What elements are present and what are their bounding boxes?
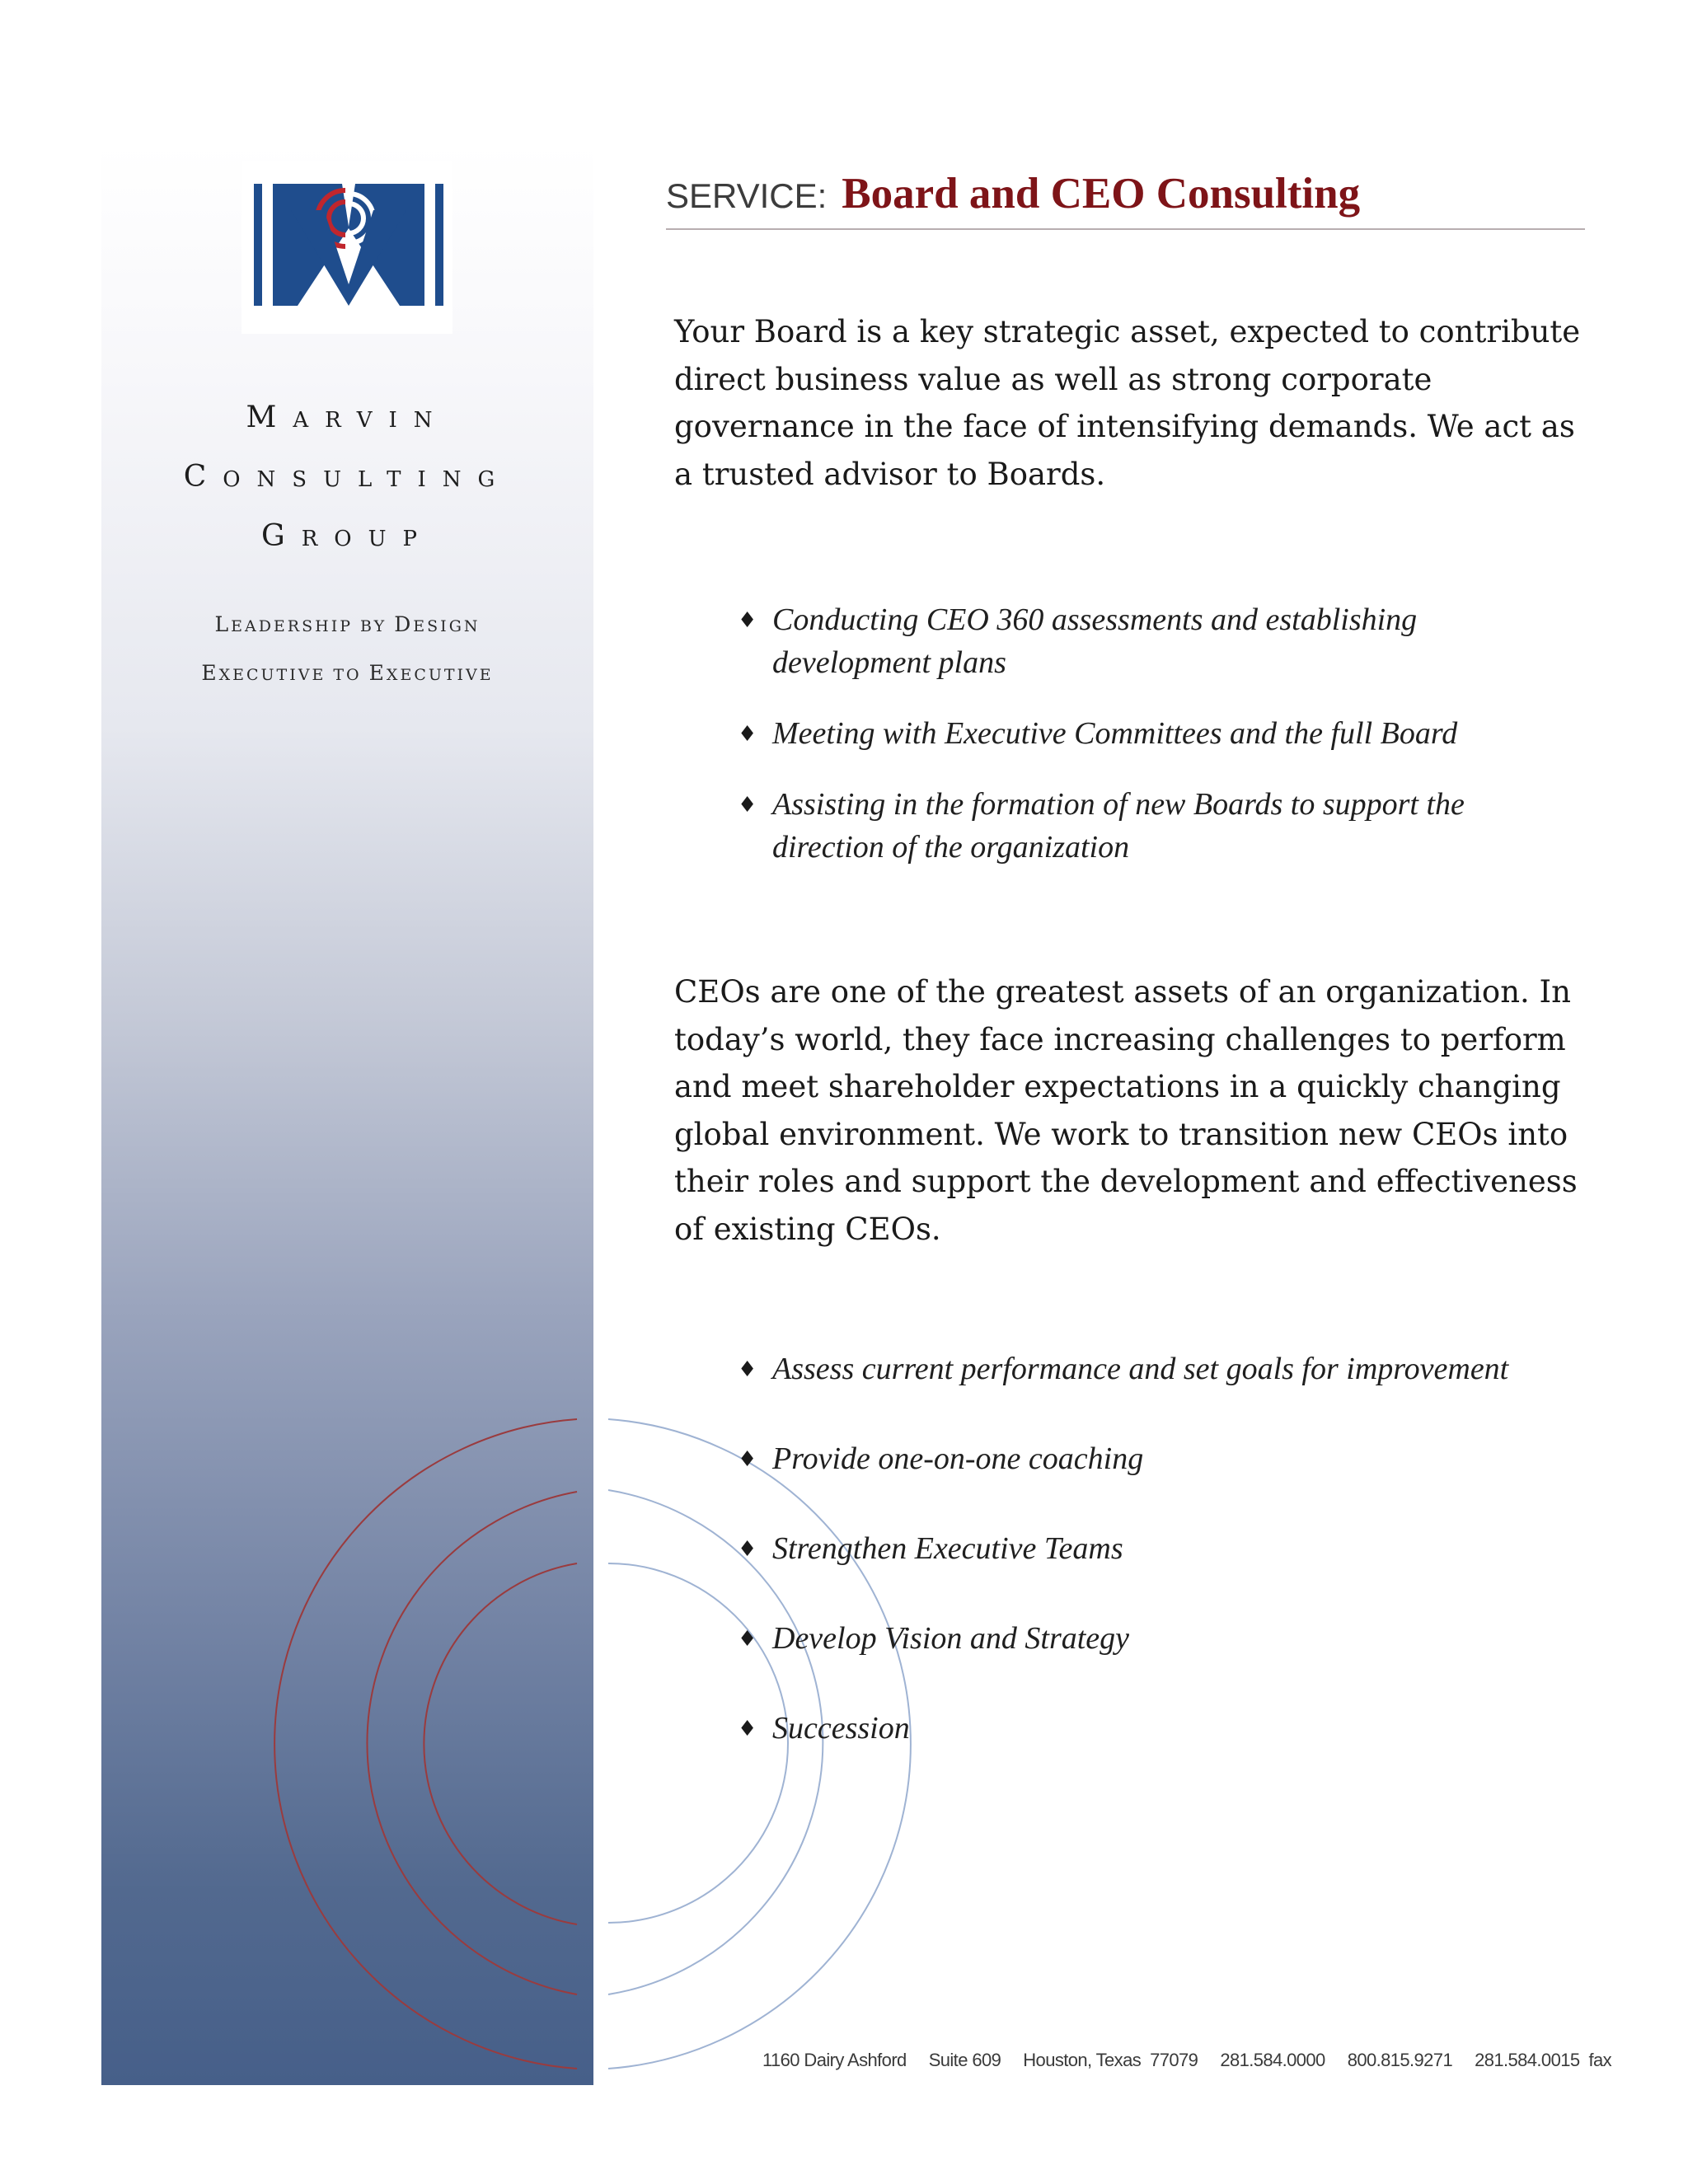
ceo-paragraph: CEOs are one of the greatest assets of an organization. In today’s world, they face increasing challenges to perform and meet shareholder expectations in a quickly changing global environment. We work to transition new CEOs into their roles and support the development and effectiveness of existing CEOs. bbox=[674, 974, 1578, 1247]
footer-phone: 281.584.0000 bbox=[1220, 2050, 1325, 2070]
diamond-bullet-icon: ♦ bbox=[738, 1717, 757, 1741]
list-item: ♦ Conducting CEO 360 assessments and establishing development plans bbox=[738, 598, 1578, 684]
red-arc-outer bbox=[274, 1419, 577, 2069]
red-arc-inner bbox=[424, 1563, 577, 1924]
diamond-bullet-icon: ♦ bbox=[738, 1537, 757, 1562]
diamond-bullet-icon: ♦ bbox=[738, 1447, 757, 1472]
red-arc-middle bbox=[367, 1492, 577, 1994]
footer-fax: 281.584.0015 fax bbox=[1475, 2050, 1612, 2070]
list-item: ♦ Assisting in the formation of new Boards to support the direction of the organization bbox=[738, 783, 1578, 869]
service-label: SERVICE: bbox=[666, 176, 828, 215]
brand-name-line-3: GROUP bbox=[260, 519, 434, 553]
brand-name-line-2: CONSULTING bbox=[183, 460, 512, 494]
list-item: ♦ Develop Vision and Strategy bbox=[738, 1615, 1603, 1661]
footer-contact bbox=[762, 2050, 1612, 2071]
diamond-bullet-icon: ♦ bbox=[738, 793, 757, 818]
footer-city: Houston, Texas 77079 bbox=[1023, 2050, 1198, 2070]
board-bullet-list bbox=[738, 598, 1578, 897]
diamond-bullet-icon: ♦ bbox=[738, 722, 757, 747]
list-item: ♦ Meeting with Executive Committees and the full Board bbox=[738, 712, 1578, 755]
board-paragraph: Your Board is a key strategic asset, expected to contribute direct business value as well as strong corporate governance in the face of intensifying demands. We act as a trusted advisor to Boards. bbox=[674, 314, 1581, 492]
ceo-bullet-list bbox=[738, 1345, 1603, 1794]
tagline-executive: EXECUTIVE TO EXECUTIVE bbox=[201, 661, 494, 685]
logo-container bbox=[241, 161, 452, 334]
diamond-bullet-icon: ♦ bbox=[738, 1357, 757, 1382]
footer-tollfree: 800.815.9271 bbox=[1347, 2050, 1453, 2070]
footer-suite: Suite 609 bbox=[928, 2050, 1001, 2070]
list-item: ♦ Provide one-on-one coaching bbox=[738, 1435, 1603, 1481]
footer-address: 1160 Dairy Ashford bbox=[762, 2050, 907, 2070]
service-title: Board and CEO Consulting bbox=[842, 170, 1361, 218]
list-item: ♦ Succession bbox=[738, 1704, 1603, 1750]
marvin-m-logo-icon bbox=[241, 161, 452, 334]
list-item: ♦ Assess current performance and set goals for improvement bbox=[738, 1345, 1603, 1391]
brand-name-line-1: MARVIN bbox=[246, 401, 449, 434]
service-heading bbox=[666, 169, 1585, 230]
tagline-leadership: LEADERSHIP BY DESIGN bbox=[214, 612, 481, 636]
diamond-bullet-icon: ♦ bbox=[738, 1627, 757, 1652]
diamond-bullet-icon: ♦ bbox=[738, 608, 757, 633]
list-item: ♦ Strengthen Executive Teams bbox=[738, 1525, 1603, 1571]
